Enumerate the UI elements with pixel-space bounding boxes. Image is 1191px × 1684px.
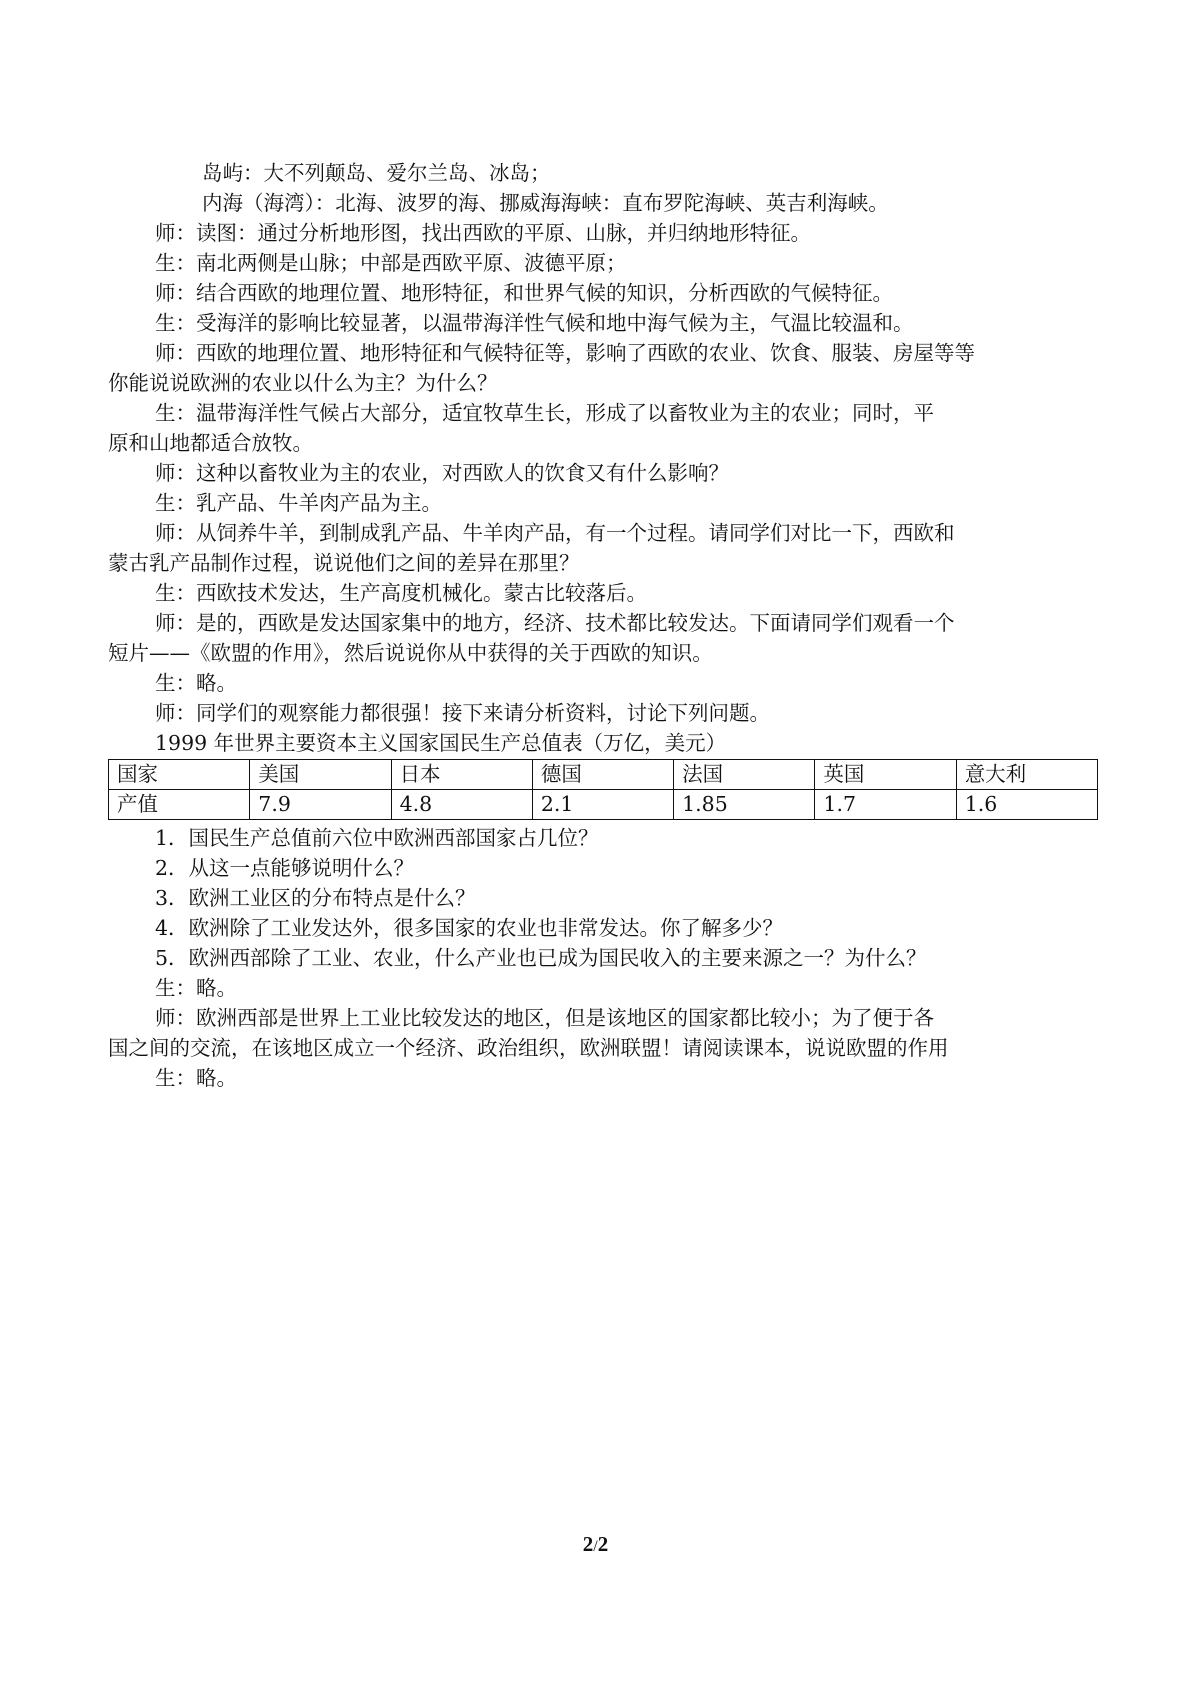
text-line: 师：同学们的观察能力都很强！接下来请分析资料，讨论下列问题。 (155, 701, 770, 725)
table-row (109, 790, 1098, 820)
text-line: 内海（海湾）：北海、波罗的海、挪威海海峡：直布罗陀海峡、英吉利海峡。 (202, 191, 889, 215)
text-line: 原和山地都适合放牧。 (108, 431, 313, 455)
table-cell: 7.9 (250, 790, 391, 820)
page-current: 2 (582, 1532, 594, 1556)
page-number (0, 1532, 1191, 1557)
text-line: 生：南北两侧是山脉；中部是西欧平原、波德平原； (155, 251, 627, 275)
text-line: 师：是的，西欧是发达国家集中的地方，经济、技术都比较发达。下面请同学们观看一个 (155, 611, 955, 635)
table-cell: 1.6 (956, 790, 1097, 820)
text-line: 生：略。 (155, 671, 237, 695)
table-cell: 美国 (250, 760, 391, 790)
text-line: 3．欧洲工业区的分布特点是什么？ (155, 886, 476, 910)
text-line: 5．欧洲西部除了工业、农业，什么产业也已成为国民收入的主要来源之一？为什么？ (155, 946, 927, 970)
page-separator: / (593, 1538, 598, 1555)
table-cell: 1.7 (815, 790, 956, 820)
table-cell: 法国 (674, 760, 815, 790)
page-total: 2 (597, 1532, 609, 1556)
table-cell: 日本 (391, 760, 532, 790)
table-row (109, 760, 1098, 790)
text-line: 4．欧洲除了工业发达外，很多国家的农业也非常发达。你了解多少？ (155, 916, 784, 940)
table-title: 1999 年世界主要资本主义国家国民生产总值表（万亿，美元） (155, 731, 727, 755)
table-cell: 意大利 (956, 760, 1097, 790)
text-line: 师：这种以畜牧业为主的农业，对西欧人的饮食又有什么影响？ (155, 461, 729, 485)
text-line: 1．国民生产总值前六位中欧洲西部国家占几位？ (155, 826, 599, 850)
text-line: 师：从饲养牛羊，到制成乳产品、牛羊肉产品，有一个过程。请同学们对比一下，西欧和 (155, 521, 955, 545)
text-line: 生：略。 (155, 1066, 237, 1090)
text-line: 师：欧洲西部是世界上工业比较发达的地区，但是该地区的国家都比较小；为了便于各 (155, 1006, 934, 1030)
table-cell: 4.8 (391, 790, 532, 820)
text-line: 蒙古乳产品制作过程，说说他们之间的差异在那里？ (108, 551, 580, 575)
page-content (108, 158, 1098, 1093)
text-line: 短片——《欧盟的作用》，然后说说你从中获得的关于西欧的知识。 (108, 641, 713, 665)
text-line: 生：略。 (155, 976, 237, 1000)
table-cell: 国家 (109, 760, 250, 790)
text-line: 生：受海洋的影响比较显著，以温带海洋性气候和地中海气候为主，气温比较温和。 (155, 311, 914, 335)
text-line: 生：乳产品、牛羊肉产品为主。 (155, 491, 442, 515)
text-line: 你能说说欧洲的农业以什么为主？为什么？ (108, 371, 498, 395)
text-line: 岛屿：大不列颠岛、爱尔兰岛、冰岛； (202, 161, 551, 185)
text-line: 生：温带海洋性气候占大部分，适宜牧草生长，形成了以畜牧业为主的农业；同时，平 (155, 401, 934, 425)
table-cell: 1.85 (674, 790, 815, 820)
text-line: 2．从这一点能够说明什么？ (155, 856, 415, 880)
table-cell: 英国 (815, 760, 956, 790)
gdp-table (108, 759, 1098, 820)
table-cell: 产值 (109, 790, 250, 820)
text-line: 国之间的交流，在该地区成立一个经济、政治组织，欧洲联盟！请阅读课本，说说欧盟的作用 (108, 1036, 949, 1060)
question-text (108, 823, 1098, 1093)
text-line: 师：结合西欧的地理位置、地形特征，和世界气候的知识，分析西欧的气候特征。 (155, 281, 893, 305)
text-line: 师：西欧的地理位置、地形特征和气候特征等，影响了西欧的农业、饮食、服装、房屋等等 (155, 341, 975, 365)
body-text (108, 158, 1098, 728)
text-line: 师：读图：通过分析地形图，找出西欧的平原、山脉，并归纳地形特征。 (155, 221, 811, 245)
table-cell: 德国 (532, 760, 673, 790)
table-cell: 2.1 (532, 790, 673, 820)
text-line: 生：西欧技术发达，生产高度机械化。蒙古比较落后。 (155, 581, 647, 605)
